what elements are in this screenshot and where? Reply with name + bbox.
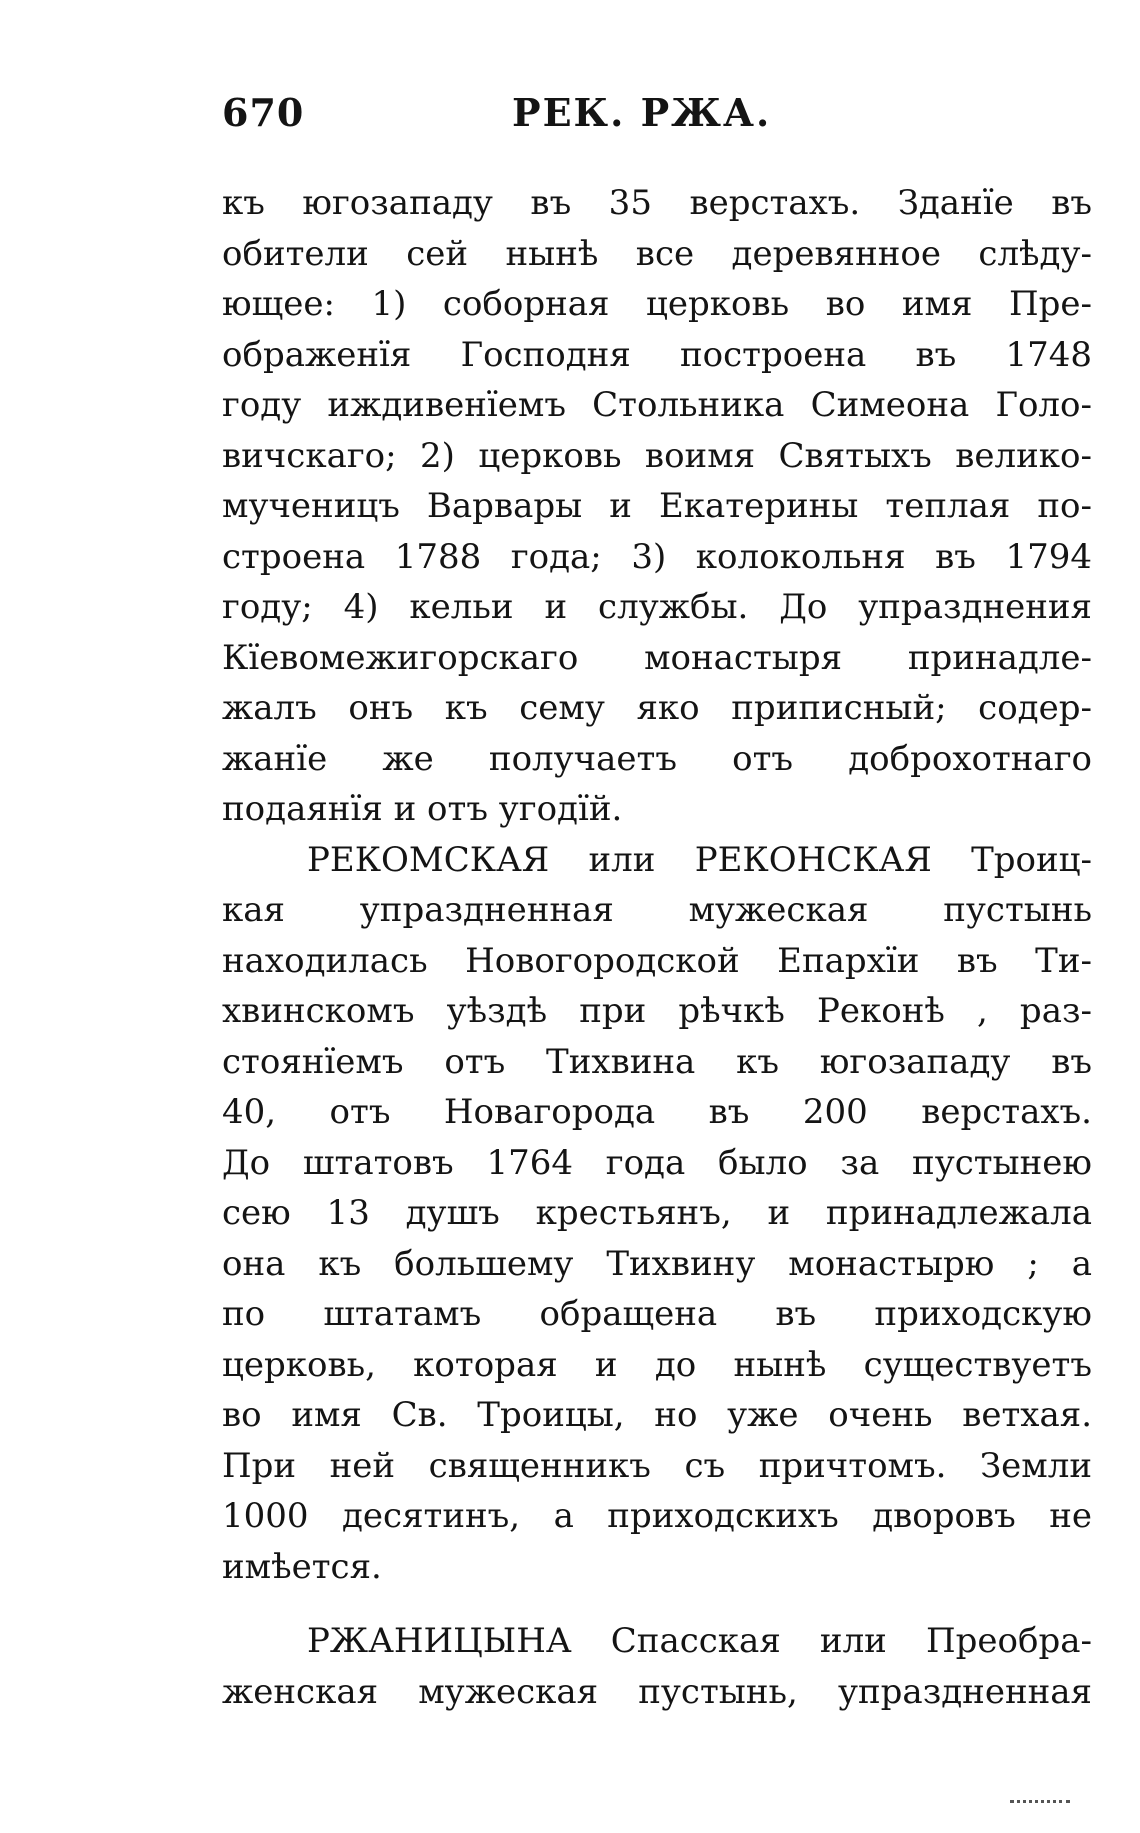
printer-mark (1010, 1800, 1070, 1807)
text-line: До штатовъ 1764 года было за пустынею (222, 1142, 1092, 1183)
text-line: вичскаго; 2) церковь воимя Святыхъ велико- (222, 435, 1092, 476)
entry-heading-line: РЖАНИЦЫНА Спасская или Преобра- (307, 1621, 1092, 1661)
page-number: 670 (222, 90, 305, 135)
text-line: къ югозападу въ 35 верстахъ. Зданїе въ (222, 183, 1092, 223)
text-line: жанїе же получаетъ отъ доброхотнаго (222, 738, 1092, 779)
text-line: церковь, которая и до нынѣ существуетъ (222, 1344, 1092, 1385)
text-line: находилась Новогородской Епархїи въ Ти- (222, 940, 1092, 981)
text-line: обители сей нынѣ все деревянное слѣду- (222, 233, 1092, 274)
text-line: стоянїемъ отъ Тихвина къ югозападу въ (222, 1041, 1092, 1082)
body-text (222, 178, 1092, 1717)
paragraph-gap (222, 1592, 1092, 1616)
text-line: кая упраздненная мужеская пустынь (222, 890, 1092, 930)
text-line: строена 1788 года; 3) колокольня въ 1794 (222, 536, 1092, 577)
text-line: Кїевомежигорскаго монастыря принадле- (222, 637, 1092, 678)
text-line: имѣется. (222, 1546, 382, 1587)
text-line: При ней священникъ съ причтомъ. Земли (222, 1445, 1092, 1486)
page-header (222, 90, 782, 150)
text-line: женская мужеская пустынь, упраздненная (222, 1671, 1092, 1712)
text-line: сею 13 душъ крестьянъ, и принадлежала (222, 1193, 1092, 1233)
entry-heading-line: РЕКОМСКАЯ или РЕКОНСКАЯ Троиц- (307, 839, 1092, 880)
text-line: подаянїя и отъ угодїй. (222, 789, 623, 829)
text-line: жалъ онъ къ сему яко приписный; содер- (222, 688, 1092, 728)
text-line: во имя Св. Троицы, но уже очень ветхая. (222, 1395, 1092, 1435)
text-line: году; 4) кельи и службы. До упразднения (222, 587, 1092, 627)
text-line: 1000 десятинъ, а приходскихъ дворовъ не (222, 1496, 1092, 1536)
text-line: она къ большему Тихвину монастырю ; а (222, 1243, 1092, 1284)
text-line: по штатамъ обращена въ приходскую (222, 1294, 1092, 1334)
text-line: ющее: 1) соборная церковь во имя Пре- (222, 284, 1092, 324)
text-line: 40, отъ Новагорода въ 200 верстахъ. (222, 1092, 1092, 1132)
text-line: ображенїя Господня построена въ 1748 (222, 334, 1092, 375)
text-line: хвинскомъ уѣздѣ при рѣчкѣ Реконѣ , раз- (222, 991, 1092, 1031)
text-line: мученицъ Варвары и Екатерины теплая по- (222, 486, 1092, 526)
running-head: РЕК. РЖА. (512, 90, 772, 135)
text-line: году иждивенїемъ Стольника Симеона Голо- (222, 385, 1092, 425)
